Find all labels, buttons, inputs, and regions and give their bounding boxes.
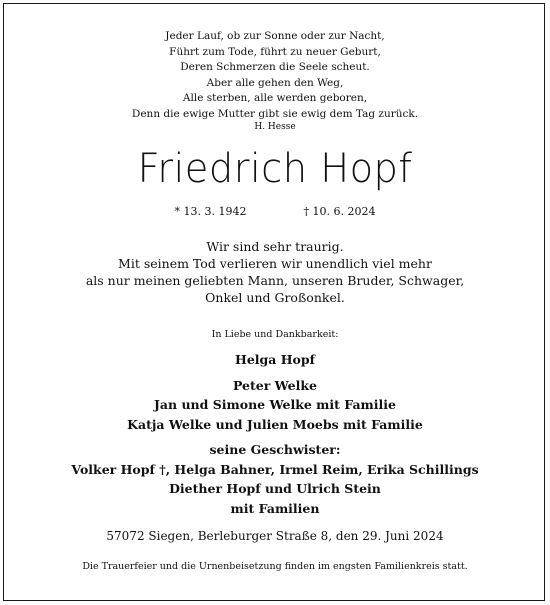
farewell-line: In Liebe und Dankbarkeit: [211, 329, 339, 340]
family-member: Katja Welke und Julien Moebs mit Familie [127, 416, 423, 432]
funeral-notice: Die Trauerfeier und die Urnenbeisetzung finden im engsten Familienkreis statt. [82, 561, 468, 572]
message-line: Onkel und Großonkel. [205, 290, 345, 305]
poem-line: Deren Schmerzen die Seele scheut. [180, 61, 370, 74]
poem-line: Aber alle gehen den Weg, [206, 76, 344, 89]
message-line: Wir sind sehr traurig. [206, 239, 344, 254]
birth-date: * 13. 3. 1942 [174, 205, 247, 218]
poem-line: Alle sterben, alle werden geboren, [182, 92, 368, 105]
family-member: Peter Welke [232, 377, 317, 393]
deceased-name: Friedrich Hopf [137, 146, 413, 192]
poem-line: Führt zum Tode, führt zu neuer Geburt, [169, 45, 381, 58]
poem-line: Jeder Lauf, ob zur Sonne oder zur Nacht, [165, 30, 385, 42]
family-member: Diether Hopf und Ulrich Stein [169, 481, 381, 496]
life-dates [0, 205, 550, 218]
message-line: Mit seinem Tod verlieren wir unendlich viel mehr [118, 256, 432, 271]
poem-author: H. Hesse [254, 122, 296, 132]
family-member: Jan und Simone Welke mit Familie [154, 397, 396, 412]
poem-line: Denn die ewige Mutter gibt sie ewig dem Tag zurück. [131, 107, 419, 120]
death-date: † 10. 6. 2024 [303, 205, 376, 218]
poem [0, 29, 550, 123]
family-signatures [0, 350, 550, 518]
family-member: Volker Hopf †, Helga Bahner, Irmel Reim, Erika Schillings [71, 461, 479, 477]
family-member: Helga Hopf [235, 352, 315, 367]
mourning-message [0, 238, 550, 306]
message-line: als nur meinen geliebten Mann, unseren Bruder, Schwager, [85, 273, 465, 288]
family-heading: seine Geschwister: [209, 442, 341, 457]
family-member: mit Familien [230, 500, 320, 516]
address-line: 57072 Siegen, Berleburger Straße 8, den 29. Juni 2024 [106, 529, 444, 543]
